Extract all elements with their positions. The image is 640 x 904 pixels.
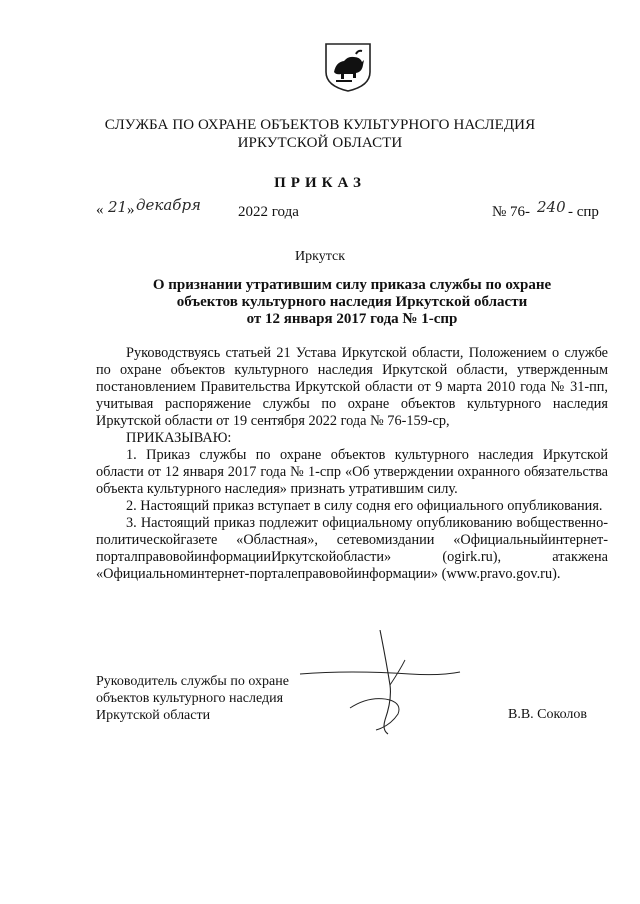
order-number-suffix: - спр (568, 204, 599, 220)
signatory-name: В.В. Соколов (508, 707, 588, 722)
preamble-paragraph: Руководствуясь статьей 21 Устава Иркутской области, Положением о службе по охране объектов культурного наследия Иркутской области, утвержденным постановлением Правительства Иркутской области от 9 марта 2010 года № 31-пп, учитывая распоряжение службы по охране объектов культурного наследия Иркутской области от 19 сентября 2022 года № 76-159-ср, (96, 345, 608, 429)
title-line1: О признании утратившим силу приказа службы по охране (152, 277, 552, 293)
position-line1: Руководитель службы по охране (96, 674, 289, 689)
organization-name-line1: СЛУЖБА ПО ОХРАНЕ ОБЪЕКТОВ КУЛЬТУРНОГО НАСЛЕДИЯ (104, 117, 536, 133)
order-item-1: 1. Приказ службы по охране объектов культурного наследия Иркутской области от 12 января 2017 года № 1-спр «Об утверждении охранного обязательства объекта культурного наследия» признать утратившим силу. (96, 447, 608, 497)
order-item-2: 2. Настоящий приказ вступает в силу содня его официального опубликования. (126, 498, 603, 514)
position-line3: Иркутской области (96, 708, 211, 723)
date-year: 2022 года (238, 204, 299, 220)
city-name: Иркутск (294, 249, 346, 264)
title-line3: от 12 января 2017 года № 1-спр (246, 311, 458, 327)
date-close-quote: » (127, 202, 135, 218)
title-line2: объектов культурного наследия Иркутской области (176, 294, 528, 310)
irkutsk-coat-of-arms-icon (322, 42, 374, 92)
order-item-3: 3. Настоящий приказ подлежит официальному опубликованию вобщественно-политическойгазете «Областная», сетевомиздании «Официальныйинтернет-порталправовойинформацииИркутскойобласти» (ogirk.ru), атакжена «Официальноминтернет-порталеправовойинформации» (www.pravo.gov.ru). (96, 515, 608, 582)
document-title (96, 277, 608, 328)
position-line2: объектов культурного наследия (96, 691, 284, 706)
date-month-handwritten: декабря (136, 196, 201, 214)
order-number-prefix: № 76- (492, 204, 531, 220)
signatory-position (96, 673, 289, 724)
order-number-handwritten: 240 (537, 198, 566, 216)
handwritten-signature-icon (290, 630, 470, 740)
date-open-quote: « (96, 202, 104, 218)
document-body (96, 345, 608, 583)
date-day-handwritten: 21 (108, 198, 128, 216)
organization-name-line2: ИРКУТСКОЙ ОБЛАСТИ (237, 135, 403, 151)
order-word: ПРИКАЗЫВАЮ: (126, 430, 232, 446)
document-type: ПРИКАЗ (274, 175, 366, 191)
